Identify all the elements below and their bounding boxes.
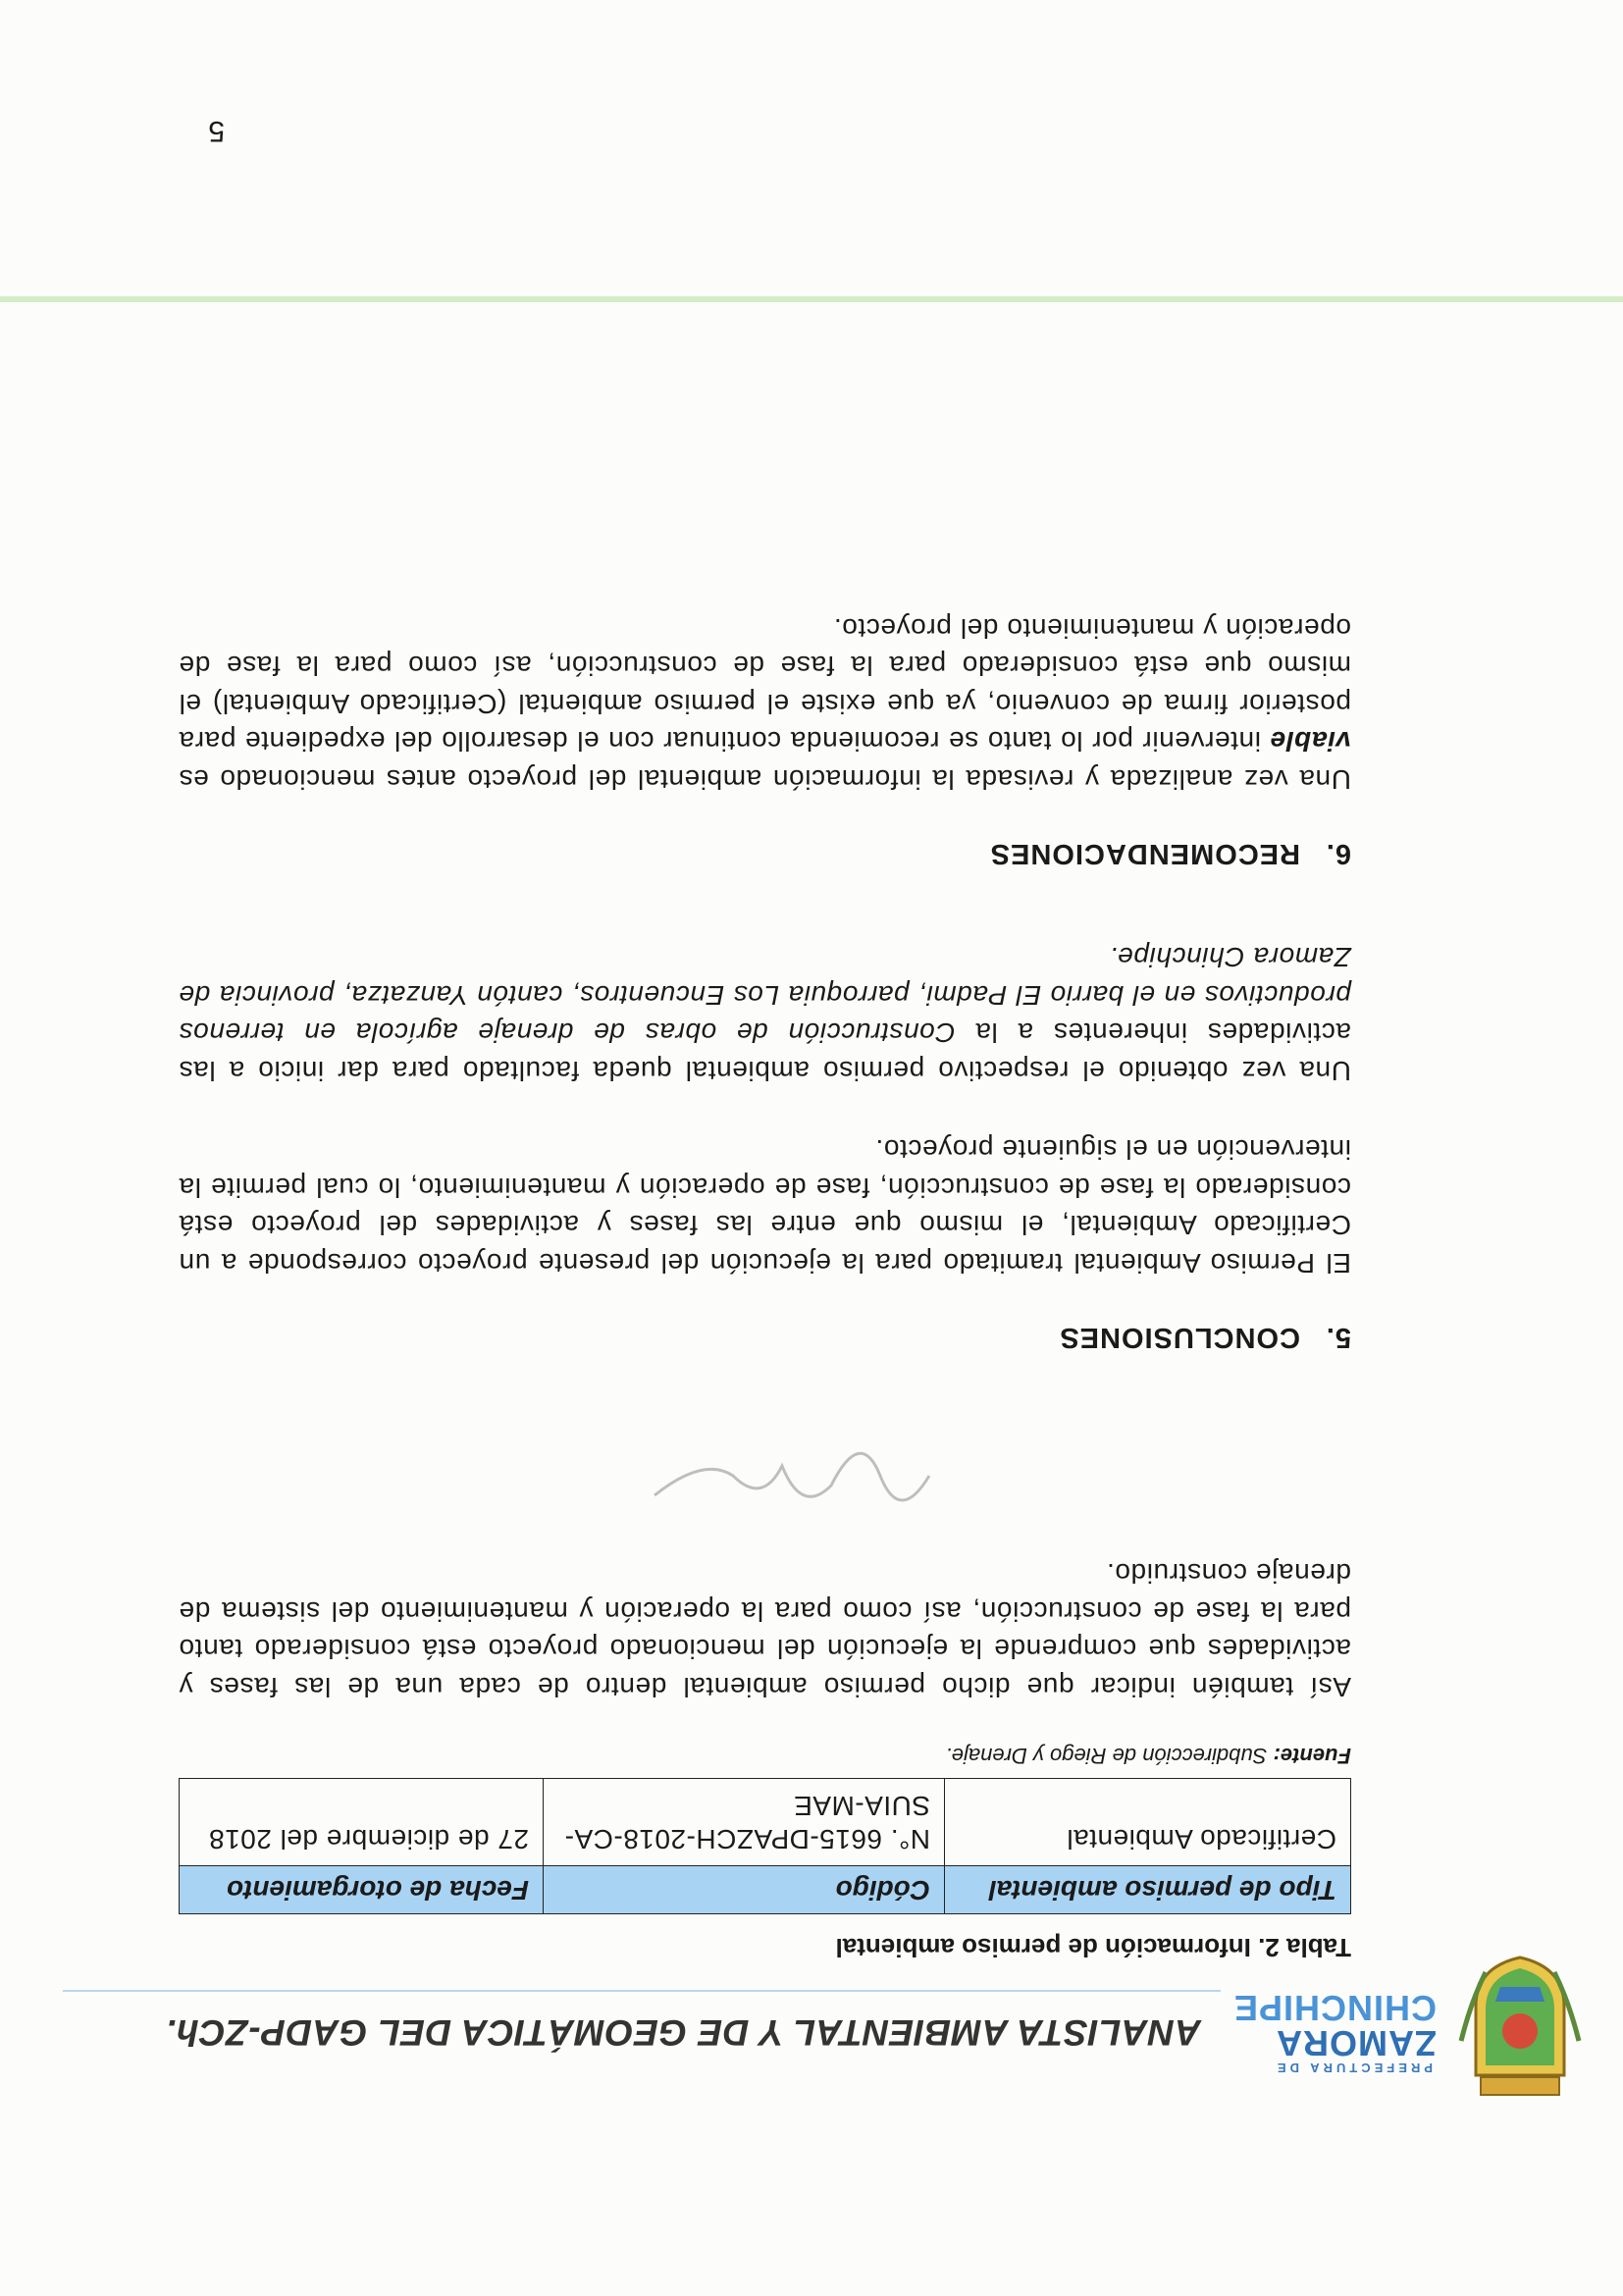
prefecture-shield-logo [1456,1953,1584,2100]
paragraph-text: Una vez analizada y revisada la información ambiental del proyecto antes mencionado es [179,764,1351,795]
cell-code: N°. 6615-DPAZCH-2018-CA-SUIA-MAE [544,1779,945,1866]
signature-icon [645,1436,939,1535]
section-number: 6. [1325,838,1351,869]
paragraph-text: intervenir por lo tanto se recomienda continuar con el desarrollo del expediente para posterior firma de convenio, ya que existe el permiso ambiental (Certificado Ambiental) el mismo que está considerado para la fase de construcción, así como para la fase de operación y mantenimiento del proyecto. [179,613,1351,757]
paragraph-conclusion-2 [179,938,1351,1089]
table-caption: Tabla 2. Información de permiso ambiental [835,1933,1351,1962]
header-divider [63,1990,1221,1992]
source-label: Fuente: [1273,1744,1351,1768]
viable-emphasis: viable [1270,726,1351,757]
brand-wordmark [1221,1990,1437,2075]
table-source [179,1743,1351,1768]
col-header-date: Fecha de otorgamiento [180,1866,544,1914]
section-number: 5. [1325,1322,1351,1353]
document-body [179,609,1351,1963]
paragraph-conclusion-1: El Permiso Ambiental tramitado para la ejecución del presente proyecto corresponde a un Certificado Ambiental, el mismo que entre las fases y actividades del proyecto está considerado la fase de construcción, fase de operación y mantenimiento, lo cual permite la intervención en el siguiente proyecto. [179,1134,1351,1278]
project-name: Construcción de obras de drenaje agrícola en terrenos productivos en el barrio El Padmi, parroquia Los Encuentros, cantón Yanzatza, provincia de Zamora Chinchipe. [178,942,1351,1049]
cell-permit-type: Certificado Ambiental [945,1779,1351,1866]
paragraph-permit-phases: Así también indicar que dicho permiso ambiental dentro de cada una de las fases y actividades que comprende la ejecución del mencionado proyecto está considerado tanto para la fase de construcción, así como para la operación y mantenimiento del sistema de drenaje construido. [179,1558,1351,1702]
section-heading-conclusions [179,1321,1351,1353]
col-header-code: Código [544,1866,945,1914]
page-number: 5 [208,115,225,147]
table-row [180,1779,1351,1866]
cell-date: 27 de diciembre del 2018 [180,1779,544,1866]
col-header-permit-type: Tipo de permiso ambiental [945,1866,1351,1914]
footer-green-bar [0,296,1623,302]
signature-gap [179,1353,1351,1554]
section-heading-recommendations [179,837,1351,869]
brand-name-line2: CHINCHIPE [1232,1988,1437,2028]
paragraph-text: Una vez obtenido el respectivo permiso ambiental queda facultado para dar inicio a las actividades inherentes a la [179,1018,1351,1086]
header-title: ANALISTA AMBIENTAL Y DE GEOMÁTICA DEL GADP-ZCh. [165,2012,1201,2053]
permit-table [179,1778,1351,1914]
paragraph-recommendation [179,609,1351,799]
section-title: RECOMENDACIONES [989,838,1300,869]
table-header-row [180,1866,1351,1914]
source-text: Subdirección de Riego y Drenaje. [945,1744,1268,1768]
section-title: CONCLUSIONES [1059,1322,1300,1353]
brand-prefix: PREFECTURA DE [1273,2061,1434,2075]
brand-name-line1: ZAMORA [1276,2023,1437,2063]
